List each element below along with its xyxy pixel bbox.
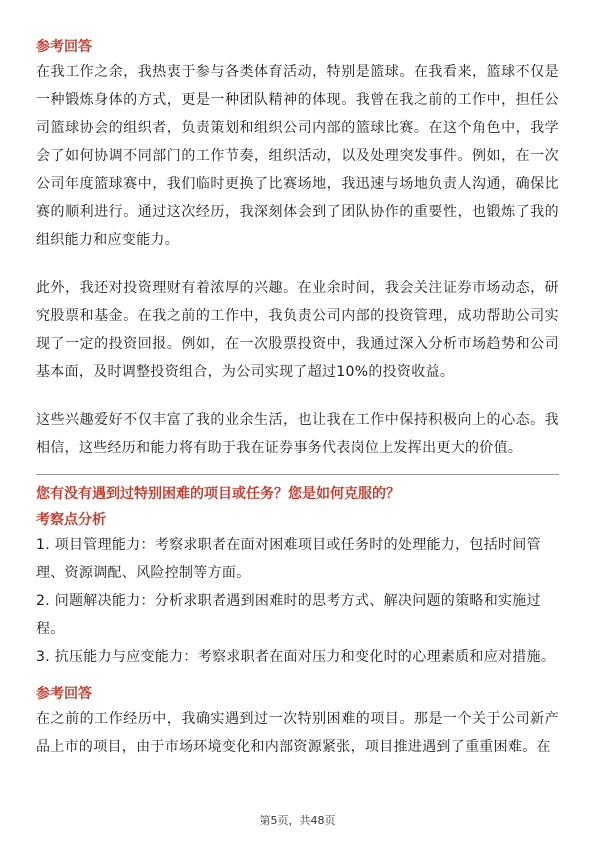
document-page (36, 36, 559, 761)
answer-paragraph-1: 在我工作之余，我热衷于参与各类体育活动，特别是篮球。在我看来，篮球不仅是一种锻炼身体的方式，更是一种团队精神的体现。我曾在我之前的工作中，担任公司篮球协会的组织者，负责策划和组织公司内部的篮球比赛。在这个角色中，我学会了如何协调不同部门的工作节奏，组织活动，以及处理突发事件。例如，在一次公司年度篮球赛中，我们临时更换了比赛场地，我迅速与场地负责人沟通，确保比赛的顺利进行。通过这次经历，我深刻体会到了团队协作的重要性，也锻炼了我的组织能力和应变能力。 (36, 64, 559, 248)
reference-answer-heading: 参考回答 (36, 39, 92, 55)
analysis-item-1: 1. 项目管理能力：考察求职者在面对困难项目或任务时的处理能力，包括时间管理、资源调配、风险控制等方面。 (36, 537, 541, 581)
answer-paragraph-2: 此外，我还对投资理财有着浓厚的兴趣。在业余时间，我会关注证券市场动态，研究股票和基金。在我之前的工作中，我负责公司内部的投资管理，成功帮助公司实现了一定的投资回报。例如，在一次股票投资中，我通过深入分析市场趋势和公司基本面，及时调整投资组合，为公司实现了超过10%的投资收益。 (36, 280, 559, 380)
answer-paragraph-4: 在之前的工作经历中，我确实遇到过一次特别困难的项目。那是一个关于公司新产品上市的项目，由于市场环境变化和内部资源紧张，项目推进遇到了重重困难。在 (36, 711, 559, 755)
interview-question: 您有没有遇到过特别困难的项目或任务？您是如何克服的？ (36, 486, 400, 502)
analysis-heading: 考察点分析 (36, 512, 106, 528)
answer-paragraph-3: 这些兴趣爱好不仅丰富了我的业余生活，也让我在工作中保持积极向上的心态。我相信，这些经历和能力将有助于我在证券事务代表岗位上发挥出更大的价值。 (36, 412, 559, 456)
analysis-item-2: 2. 问题解决能力：分析求职者遇到困难时的思考方式、解决问题的策略和实施过程。 (36, 593, 541, 637)
reference-answer-heading-2: 参考回答 (36, 686, 92, 702)
section-divider (36, 474, 559, 475)
page-number-footer: 第5页，共48页 (259, 814, 336, 827)
analysis-item-3: 3. 抗压能力与应变能力：考察求职者在面对压力和变化时的心理素质和应对措施。 (36, 649, 556, 665)
